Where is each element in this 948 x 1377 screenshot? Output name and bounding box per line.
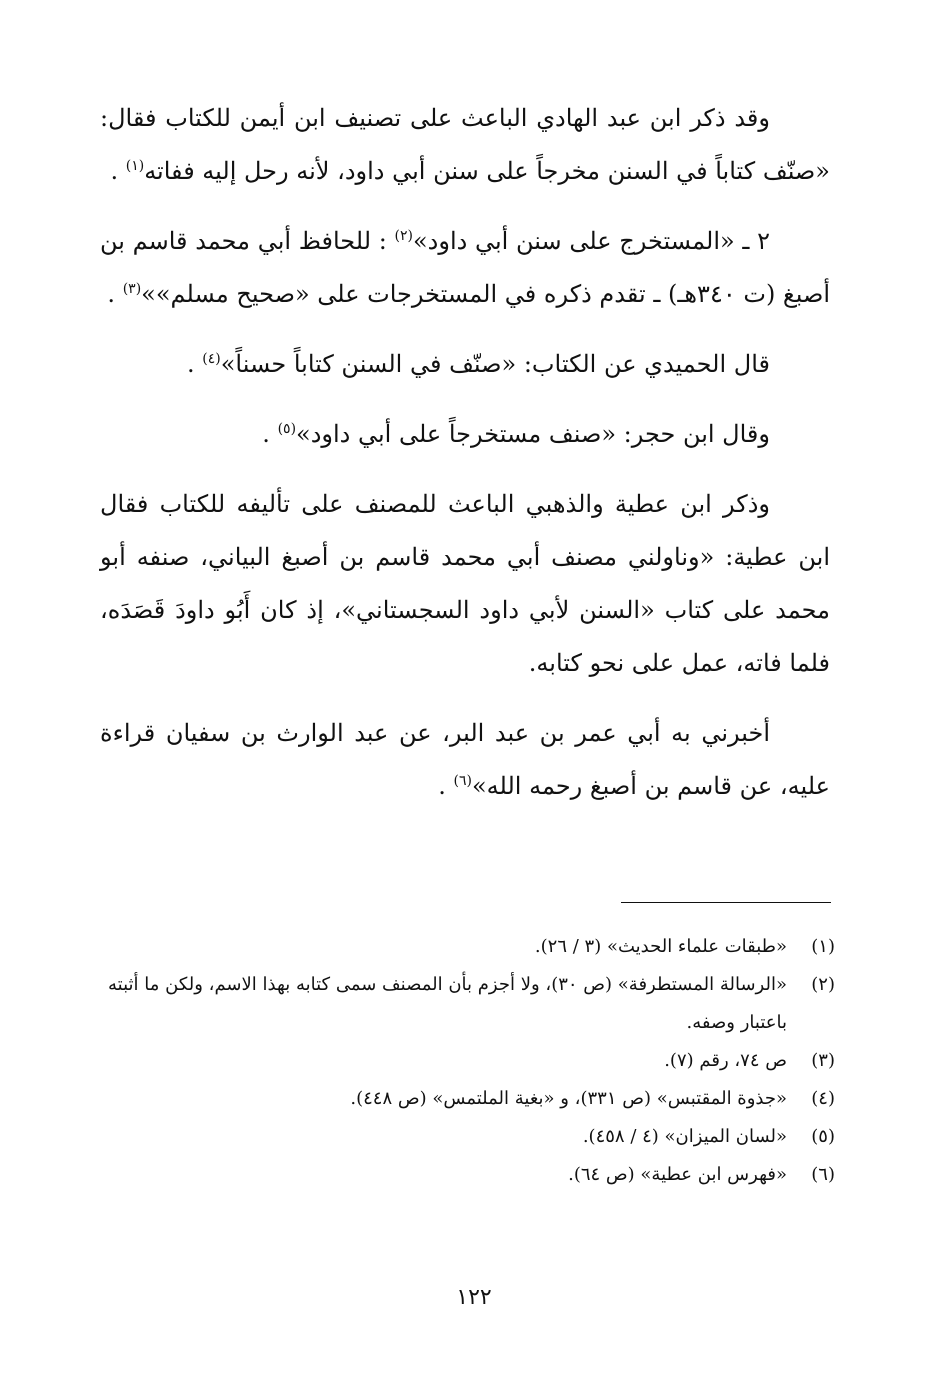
page-number: ١٢٢ bbox=[456, 1285, 492, 1310]
paragraph-4: وقال ابن حجر: «صنف مستخرجاً على أبي داود»$^{(٥)}$ . bbox=[262, 420, 770, 448]
paragraph-1: وقد ذكر ابن عبد الهادي الباعث على تصنيف ابن أيمن للكتاب فقال: «صنّف كتاباً في السنن مخرجاً على سنن أبي داود، لأنه رحل إليه ففاته$^{(١)}$ . bbox=[100, 104, 830, 185]
footnote-ref[interactable]: (٦) bbox=[453, 773, 472, 789]
footnote-6 bbox=[108, 1156, 835, 1194]
paragraph-6: أخبرني به أبي عمر بن عبد البر، عن عبد الوارث بن سفيان قراءة عليه، عن قاسم بن أصبغ رحمه الله»$^{(٦)}$ . bbox=[100, 719, 830, 800]
footnote-text: «طبقات علماء الحديث» (٣ / ٢٦). bbox=[534, 936, 787, 957]
footnote-number: (٤) bbox=[811, 1088, 835, 1109]
footnote-ref[interactable]: (٢) bbox=[394, 228, 413, 244]
footnote-number: (١) bbox=[811, 936, 835, 957]
footnote-1 bbox=[108, 928, 835, 966]
footnote-text: «الرسالة المستطرفة» (ص ٣٠)، ولا أجزم بأن المصنف سمى كتابه بهذا الاسم، ولكن ما أثبته باعتبار وصفه. bbox=[108, 974, 787, 1033]
footnote-number: (٢) bbox=[811, 974, 835, 995]
footnote-2 bbox=[108, 966, 835, 1042]
paragraph-3: قال الحميدي عن الكتاب: «صنّف في السنن كتاباً حسناً»$^{(٤)}$ . bbox=[186, 350, 770, 378]
footnote-ref[interactable]: (٣) bbox=[122, 281, 142, 297]
paragraph-5: وذكر ابن عطية والذهبي الباعث للمصنف على تأليفه للكتاب فقال ابن عطية: «وناولني مصنف أبي محمد قاسم بن أصبغ البياني، صنفه أبو محمد على كتاب «السنن لأبي داود السجستاني»، إذ كان أَبُو داودَ قَصَدَه، فلما فاته، عمل على نحو كتابه. bbox=[100, 490, 830, 677]
footnote-text: ص ٧٤، رقم (٧). bbox=[664, 1050, 787, 1071]
footnote-3 bbox=[108, 1042, 835, 1080]
footnote-number: (٣) bbox=[811, 1050, 835, 1071]
footnote-5 bbox=[108, 1118, 835, 1156]
footnote-divider bbox=[621, 902, 831, 903]
footnote-text: «جذوة المقتبس» (ص ٣٣١)، و «بغية الملتمس» (ص ٤٤٨). bbox=[350, 1088, 787, 1109]
footnote-number: (٦) bbox=[811, 1164, 835, 1185]
footnote-text: «فهرس ابن عطية» (ص ٦٤). bbox=[568, 1164, 787, 1185]
footnote-number: (٥) bbox=[811, 1126, 835, 1147]
footnote-text: «لسان الميزان» (٤ / ٤٥٨). bbox=[582, 1126, 787, 1147]
footnote-ref[interactable]: (٤) bbox=[202, 351, 221, 367]
footnote-ref[interactable]: (١) bbox=[125, 158, 145, 174]
main-text bbox=[100, 92, 830, 813]
footnote-ref[interactable]: (٥) bbox=[277, 421, 297, 437]
footnote-4 bbox=[108, 1080, 835, 1118]
footnotes bbox=[108, 928, 835, 1194]
paragraph-2: ٢ ـ «المستخرج على سنن أبي داود»$^{(٢)}$ : للحافظ أبي محمد قاسم بن أصبغ (ت ٣٤٠هـ) ـ تقدم ذكره في المستخرجات على «صحيح مسلم»»$^{(٣)}$ . bbox=[100, 227, 830, 308]
